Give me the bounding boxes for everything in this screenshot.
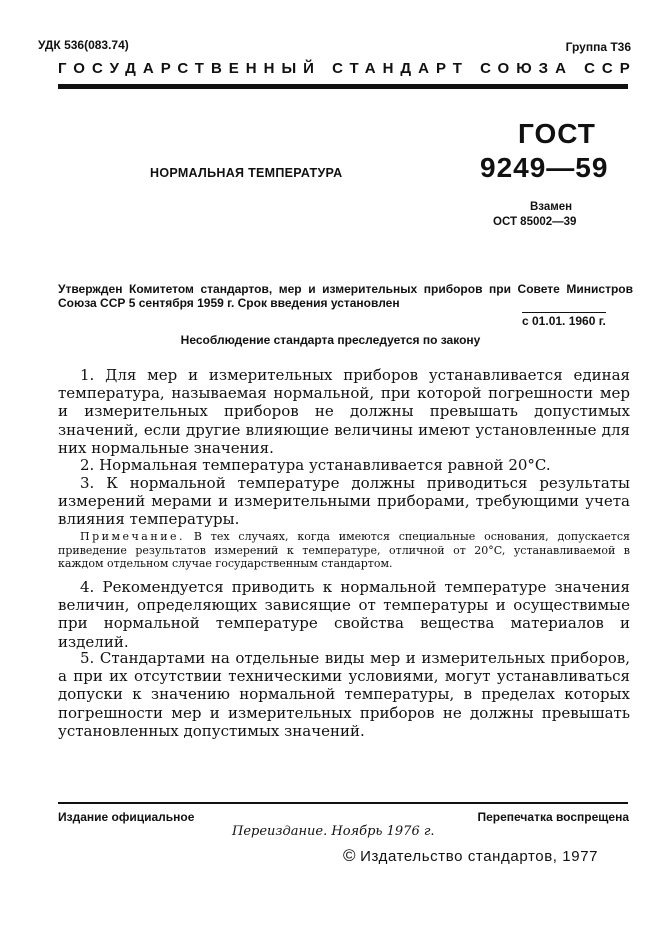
note — [58, 530, 630, 571]
note-label: Примечание. — [80, 530, 186, 543]
note-text: В тех случаях, когда имеются специальные основания, допускается приведение результатов измерений к температуре, отличной от 20°C, устанавливаемой в каждом отдельном случае государственным стандартом. — [58, 530, 630, 570]
paragraph-2: 2. Нормальная температура устанавливается равной 20°C. — [80, 456, 551, 474]
copyright-symbol: © — [343, 846, 357, 865]
copyright-text: Издательство стандартов, 1977 — [360, 848, 599, 865]
paragraph-4: 4. Рекомендуется приводить к нормальной температуре значения величин, определяющих зависящие от температуры и осуществимые при нормальной температуре свойства вещества материалов и изделий. — [58, 578, 630, 651]
paragraph-5: 5. Стандартами на отдельные виды мер и измерительных приборов, а при их отсутствии техническими условиями, могут устанавливаться допуски к значению нормальной температуры, в пределах которых погрешности мер и измерительных приборов не должны превышать установленных допустимых значений. — [58, 649, 630, 740]
paragraph-1: 1. Для мер и измерительных приборов устанавливается единая температура, называемая нормальной, при которой погрешности мер и измерительных приборов не должны превышать допустимых значений, если другие влияющие величины имеют установленные для них нормальные значения. — [58, 366, 630, 457]
reprint-prohibited-label: Перепечатка воспрещена — [477, 810, 629, 824]
gost-number: 9249—59 — [480, 152, 609, 183]
effective-date: с 01.01. 1960 г. — [522, 314, 606, 328]
official-edition-label: Издание официальное — [58, 810, 195, 824]
udc-code: УДК 536(083.74) — [38, 38, 129, 52]
compliance-notice: Несоблюдение стандарта преследуется по закону — [180, 333, 481, 347]
approval-statement: Утвержден Комитетом стандартов, мер и измерительных приборов при Совете Министров Союза ССР 5 сентября 1959 г. Срок введения установлен — [58, 282, 633, 310]
group-code: Группа Т36 — [565, 40, 631, 54]
replaces-label: Взамен — [530, 201, 573, 213]
footer-rule — [58, 802, 628, 804]
paragraph-3: 3. К нормальной температуре должны приводиться результаты измерений мерами и измерительными приборами, требующими учета влияния температуры. — [58, 474, 630, 529]
reissue-note: Переиздание. Ноябрь 1976 г. — [232, 824, 435, 839]
copyright-line — [343, 846, 598, 866]
replaced-document: ОСТ 85002—39 — [493, 216, 577, 228]
header-rule — [58, 84, 628, 89]
state-standard-heading: ГОСУДАРСТВЕННЫЙ СТАНДАРТ СОЮЗА ССР — [58, 60, 637, 77]
document-title: НОРМАЛЬНАЯ ТЕМПЕРАТУРА — [150, 166, 343, 180]
gost-label: ГОСТ — [518, 118, 596, 149]
